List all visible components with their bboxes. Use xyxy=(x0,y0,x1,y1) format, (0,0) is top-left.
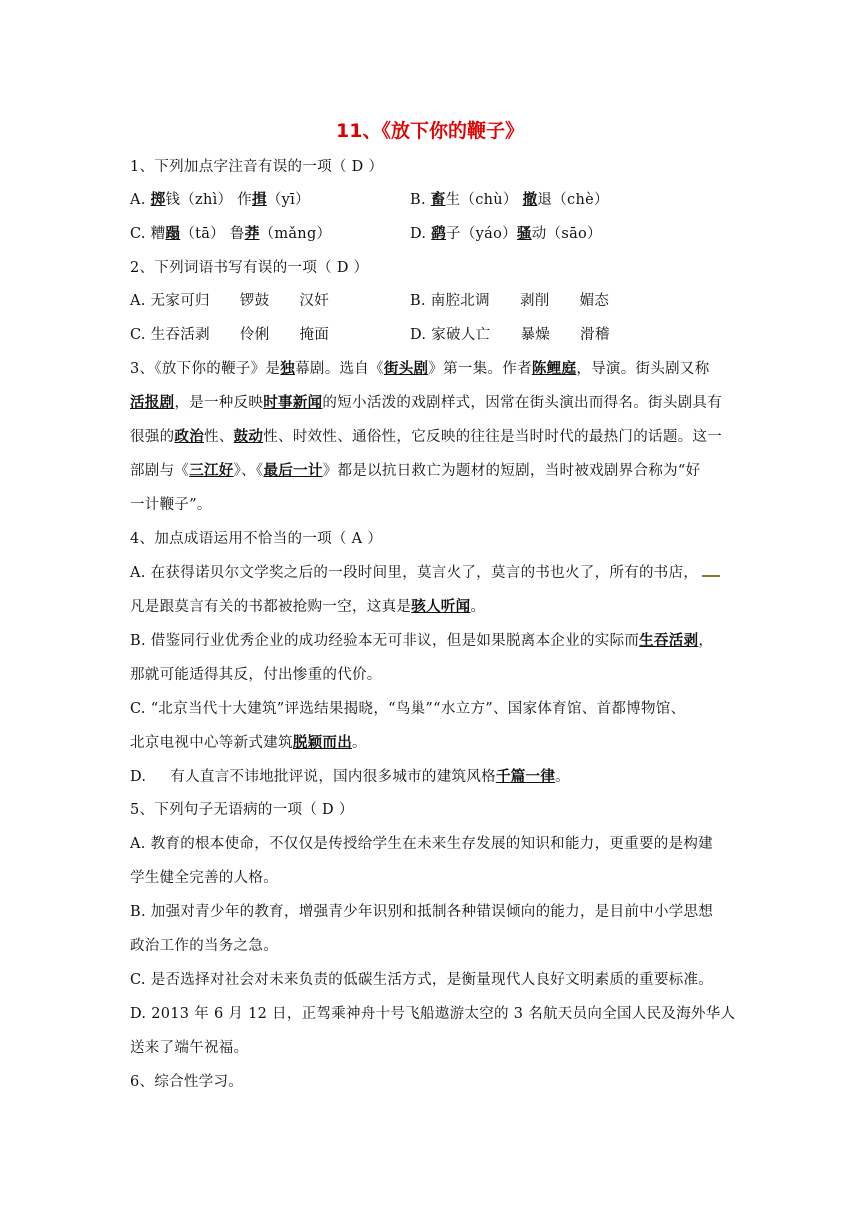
question-5-option-b-line-1: B. 加强对青少年的教育，增强青少年识别和抵制各种错误倾向的能力，是目前中小学思想 xyxy=(130,904,714,920)
question-4-option-b-line-1: B. 借鉴同行业优秀企业的成功经验本无可非议，但是如果脱离本企业的实际而生吞活剥， xyxy=(130,632,714,649)
question-6-stem: 6、综合性学习。 xyxy=(130,1074,244,1090)
question-4-option-b-line-2: 那就可能适得其反，付出惨重的代价。 xyxy=(130,667,382,683)
question-5-option-a-line-2: 学生健全完善的人格。 xyxy=(130,870,278,886)
question-3-line-4: 部剧与《三江好》、《最后一计》都是以抗日救亡为题材的短剧，当时被戏剧界合称为“好 xyxy=(130,462,701,479)
question-2-stem: 2、下列词语书写有误的一项（ D ） xyxy=(130,260,369,276)
page-title: 11、《放下你的鞭子》 xyxy=(336,120,524,142)
question-4-option-c-line-2: 北京电视中心等新式建筑脱颖而出。 xyxy=(130,734,367,751)
option-d: D. 鹞子（yáo）骚动（sāo） xyxy=(410,225,602,242)
question-5-stem: 5、下列句子无语病的一项（ D ） xyxy=(130,802,354,818)
question-2-options-ab: A. 无家可归 锣鼓 汉奸 B. 南腔北调 剥削 媚态 xyxy=(130,293,610,309)
blank-mark xyxy=(702,563,720,577)
question-1-options-ab: A. 掷钱（zhì） 作揖（yī） B. 畜生（chù） 撤退（chè） xyxy=(130,189,740,211)
question-5-option-d-line-1: D. 2013 年 6 月 12 日，正驾乘神舟十号飞船遨游太空的 3 名航天员向全国人民及海外华人 xyxy=(130,1006,736,1022)
option-b: B. 畜生（chù） 撤退（chè） xyxy=(410,191,609,208)
question-4-stem: 4、加点成语运用不恰当的一项（ A ） xyxy=(130,531,383,547)
question-3-line-2: 活报剧，是一种反映时事新闻的短小活泼的戏剧样式，因常在街头演出而得名。街头剧具有 xyxy=(130,394,723,411)
question-1-stem: 1、下列加点字注音有误的一项（ D ） xyxy=(130,159,384,175)
question-4-option-c-line-1: C. “北京当代十大建筑”评选结果揭晓，“鸟巢”“水立方”、国家体育馆、首都博物馆、 xyxy=(130,701,686,717)
question-4-option-a-line-2: 凡是跟莫言有关的书都被抢购一空，这真是骇人听闻。 xyxy=(130,598,486,615)
question-3-line-5: 一计鞭子”。 xyxy=(130,497,212,513)
question-2-options-cd: C. 生吞活剥 伶俐 掩面 D. 家破人亡 暴燥 滑稽 xyxy=(130,327,610,343)
question-5-option-b-line-2: 政治工作的当务之急。 xyxy=(130,938,278,954)
question-1-options-cd: C. 糟蹋（tā） 鲁莽（mǎng） D. 鹞子（yáo）骚动（sāo） xyxy=(130,223,740,245)
question-3-line-1: 3、《放下你的鞭子》是独幕剧。选自《街头剧》第一集。作者陈鲤庭，导演。街头剧又称 xyxy=(130,360,710,377)
question-4-option-d: D. 有人直言不讳地批评说，国内很多城市的建筑风格千篇一律。 xyxy=(130,768,570,785)
question-5-option-a-line-1: A. 教育的根本使命，不仅仅是传授给学生在未来生存发展的知识和能力，更重要的是构建 xyxy=(130,836,713,852)
question-5-option-d-line-2: 送来了端午祝福。 xyxy=(130,1040,249,1056)
question-4-option-a-line-1: A. 在获得诺贝尔文学奖之后的一段时间里，莫言火了，莫言的书也火了，所有的书店， xyxy=(130,562,740,584)
question-3-line-3: 很强的政治性、鼓动性、时效性、通俗性，它反映的往往是当时时代的最热门的话题。这一 xyxy=(130,428,723,445)
question-5-option-c: C. 是否选择对社会对未来负责的低碳生活方式，是衡量现代人良好文明素质的重要标准。 xyxy=(130,972,714,988)
